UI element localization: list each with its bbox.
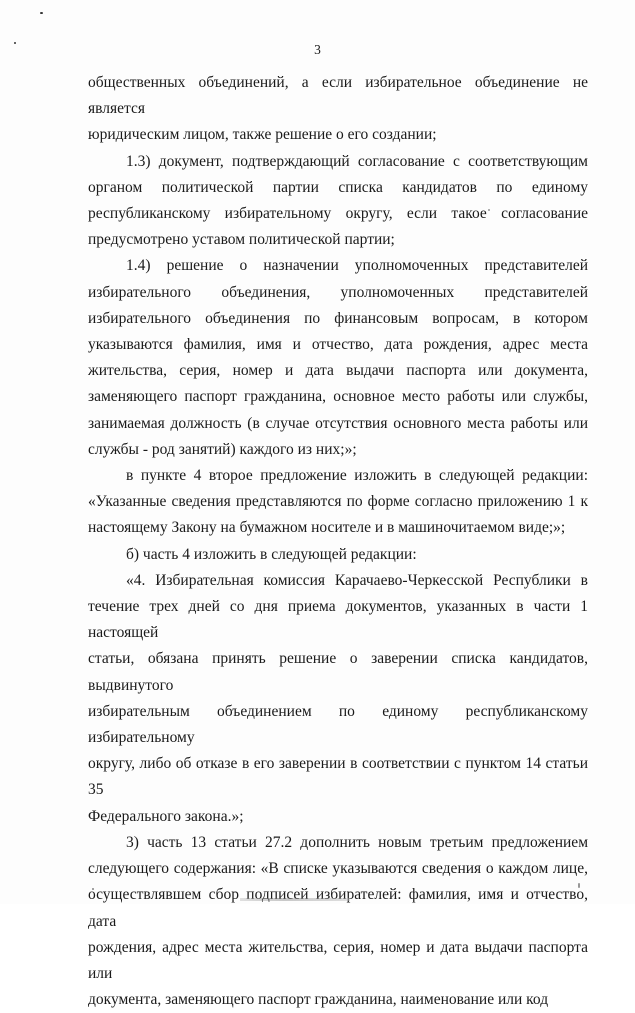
paragraph-line: б) часть 4 изложить в следующей редакции: [126, 545, 417, 563]
paragraph-line: избирательного объединения по финансовым вопросам, в котором [88, 309, 588, 327]
paragraph-line: статьи, обязана принять решение о заверении списка кандидатов, выдвинутого [88, 650, 588, 694]
paragraph-line: службы - род занятий) каждого из них;»; [88, 440, 357, 458]
paragraph-line: избирательным объединением по единому республиканскому избирательному [88, 702, 588, 747]
paragraph-line: 3) часть 13 статьи 27.2 дополнить новым третьим предложением [126, 833, 588, 851]
paragraph-line: «Указанные сведения представляются по форме согласно приложению 1 к [88, 493, 588, 511]
paragraph-line: избирательного объединения, уполномоченных представителей [88, 283, 588, 301]
paragraph-line: жительства, серия, номер и дата выдачи паспорта или документа, [88, 362, 588, 380]
paragraph-line: документа, заменяющего паспорт гражданина, наименование или код [88, 991, 549, 1009]
paragraph-line: органом политической партии списка кандидатов по единому [88, 178, 588, 196]
paragraph-line: республиканскому избирательному округу, если такое согласование [88, 205, 588, 223]
paragraph-line: настоящему Закону на бумажном носителе и в машиночитаемом виде;»; [88, 519, 566, 537]
paragraph-line: предусмотрено уставом политической партии; [88, 231, 395, 249]
paragraph-line: следующего содержания: «В списке указываются сведения о каждом лице, [88, 860, 588, 878]
paragraph-line: указываются фамилия, имя и отчество, дата рождения, адрес места [88, 336, 588, 354]
paragraph-line: течение трех дней со дня приема документов, указанных в части 1 настоящей [88, 598, 588, 642]
paragraph-line: округу, либо об отказе в его заверении в соответствии с пунктом 14 статьи 35 [88, 755, 588, 799]
paragraph-line: осуществлявшем сбор подписей избирателей: фамилия, имя и отчество, дата [88, 886, 588, 930]
paragraph-line: юридическим лицом, также решение о его создании; [88, 126, 437, 144]
scan-edge-artifact [240, 898, 350, 901]
paragraph-line: «4. Избирательная комиссия Карачаево-Черкесской Республики в [126, 571, 588, 589]
page-number: 3 [314, 42, 321, 57]
paragraph-line: 1.3) документ, подтверждающий согласование с соответствующим [126, 152, 588, 170]
paragraph-line: заменяющего паспорт гражданина, основное место работы или службы, [88, 388, 588, 406]
paragraph-line: общественных объединений, а если избирательное объединение не является [88, 74, 588, 118]
paragraph-line: рождения, адрес места жительства, серия, номер и дата выдачи паспорта или [88, 938, 588, 982]
paragraph-line: Федерального закона.»; [88, 807, 244, 825]
paragraph-line: 1.4) решение о назначении уполномоченных представителей [126, 257, 588, 275]
body-text [88, 70, 588, 1013]
scan-speck [40, 12, 43, 14]
paragraph-line: в пункте 4 второе предложение изложить в следующей редакции: [126, 467, 588, 485]
paragraph-line: занимаемая должность (в случае отсутствия основного места работы или [88, 414, 588, 432]
